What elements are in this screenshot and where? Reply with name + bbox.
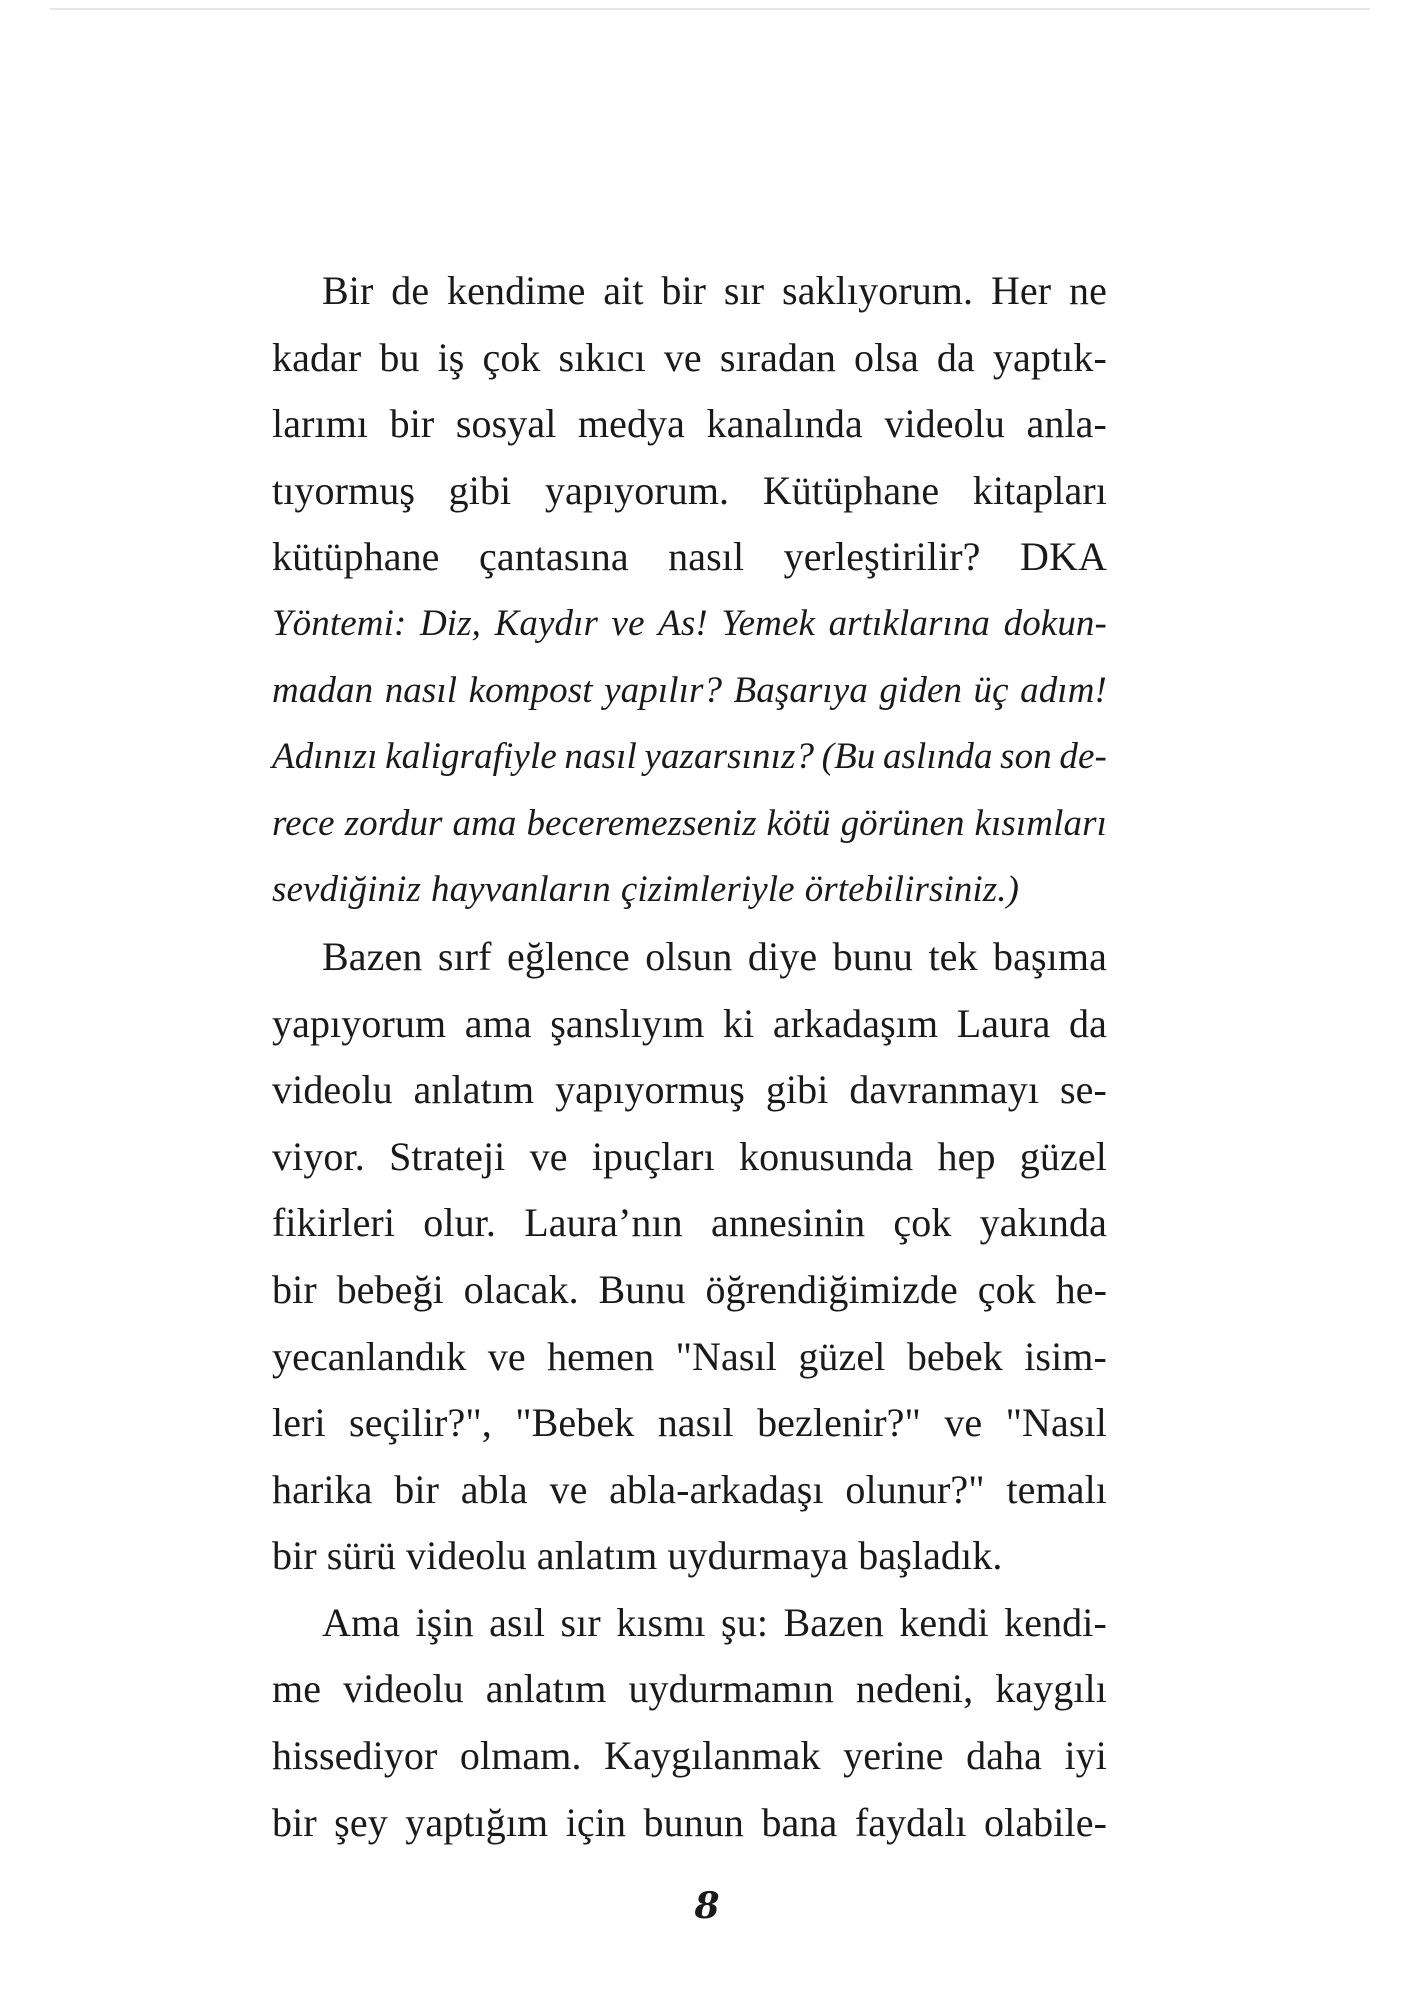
word: ve xyxy=(529,1133,568,1179)
word: viyor. xyxy=(272,1133,365,1179)
word: olunur?" xyxy=(845,1466,985,1512)
word: gibi xyxy=(448,467,512,513)
word: bunu xyxy=(832,933,914,979)
word: üç xyxy=(973,669,1009,711)
word: öğrendiğimizde xyxy=(705,1266,958,1312)
word: gibi xyxy=(765,1067,829,1113)
text-line xyxy=(272,1390,1107,1457)
word: şey xyxy=(334,1799,388,1845)
word: da xyxy=(936,334,975,380)
word: anlatım xyxy=(413,1067,535,1113)
word: aslında xyxy=(882,736,993,778)
word: yapılır? xyxy=(604,669,723,711)
word: anla- xyxy=(1026,401,1107,447)
word: görünen xyxy=(840,802,965,844)
word: başladık. xyxy=(858,1533,1003,1579)
word: yapıyorum. xyxy=(544,467,730,513)
word: hemen xyxy=(547,1333,655,1379)
word: Bir xyxy=(322,268,374,313)
word: nasıl xyxy=(668,534,745,580)
word: kompost xyxy=(468,669,593,711)
word: şanslıyım xyxy=(550,1000,705,1046)
word: bir xyxy=(272,1266,317,1312)
word: çantasına xyxy=(478,534,629,580)
word: kısmı xyxy=(616,1599,706,1645)
text-line xyxy=(272,458,1107,525)
word: asıl xyxy=(489,1599,546,1645)
word: DKA xyxy=(1019,534,1107,580)
word: bebek xyxy=(906,1333,1003,1379)
word: temalı xyxy=(1006,1466,1107,1512)
word: da xyxy=(1069,1000,1107,1046)
word: ipuçları xyxy=(591,1133,715,1179)
text-line xyxy=(272,1257,1107,1324)
word: daha xyxy=(966,1733,1043,1779)
word: kötü xyxy=(766,802,831,844)
page-number: 8 xyxy=(694,1885,720,1927)
word: yapıyorum xyxy=(272,1000,447,1046)
word: çizimleriyle xyxy=(620,869,795,911)
word: kendi- xyxy=(1004,1599,1107,1645)
text-line xyxy=(272,1790,1107,1857)
word: bebeği xyxy=(336,1266,444,1312)
word: de xyxy=(391,268,430,313)
word: çok xyxy=(893,1200,952,1246)
word: ki xyxy=(723,1000,755,1046)
word: Strateji xyxy=(389,1133,506,1179)
word: de- xyxy=(1059,736,1107,778)
word: nedeni, xyxy=(855,1666,974,1712)
word: leri xyxy=(272,1400,326,1446)
word: sıradan xyxy=(719,334,837,380)
text-line xyxy=(272,1590,1107,1657)
text-line xyxy=(272,1057,1107,1124)
word: nasıl xyxy=(657,1400,734,1446)
word: ve xyxy=(944,1400,983,1446)
word: iş xyxy=(437,334,465,380)
word: sürü xyxy=(326,1533,397,1579)
word: hep xyxy=(937,1133,996,1179)
text-line xyxy=(272,1124,1107,1191)
word: bir xyxy=(272,1799,317,1845)
word: kendi xyxy=(899,1599,989,1645)
word: hayvanların xyxy=(430,869,611,911)
word: yakında xyxy=(979,1200,1107,1246)
word: videolu xyxy=(406,1533,527,1579)
word: şu: xyxy=(721,1599,769,1645)
word: yazarsınız? xyxy=(644,736,815,778)
word: kaygılı xyxy=(995,1666,1107,1712)
word: "Nasıl xyxy=(1005,1400,1107,1446)
word: Yemek xyxy=(721,602,816,644)
word: artıklarına xyxy=(828,602,991,644)
text-line xyxy=(272,258,1107,325)
word: yerleştirilir? xyxy=(783,534,981,580)
word: nasıl xyxy=(564,736,637,778)
page-body-text xyxy=(272,258,1107,1856)
word: kendime xyxy=(447,268,586,313)
word: konusunda xyxy=(739,1133,914,1179)
text-line xyxy=(272,991,1107,1058)
word: medya xyxy=(577,401,686,447)
word: sır xyxy=(723,268,765,313)
word: Laura’nın xyxy=(524,1200,683,1246)
word: Kaygılanmak xyxy=(604,1733,821,1779)
word: bu xyxy=(379,334,420,380)
word: eğlence xyxy=(507,933,630,979)
word: olsa xyxy=(854,334,919,380)
word: videolu xyxy=(272,1067,393,1113)
word: Kaydır xyxy=(494,602,598,644)
word: seçilir?", xyxy=(349,1400,492,1446)
word: As! xyxy=(658,602,708,644)
text-line xyxy=(272,791,1107,858)
word: ama xyxy=(464,1000,532,1046)
word: Ama xyxy=(322,1599,401,1645)
word: son xyxy=(1000,736,1052,778)
word: iyi xyxy=(1064,1733,1107,1779)
word: bana xyxy=(761,1799,838,1845)
word: "Nasıl xyxy=(675,1333,777,1379)
word: kadar xyxy=(272,334,362,380)
word: saklıyorum. xyxy=(782,268,974,313)
word: olur. xyxy=(423,1200,496,1246)
word: uydurmamın xyxy=(628,1666,834,1712)
word: için xyxy=(565,1799,627,1845)
word: diye xyxy=(747,933,818,979)
word: bir xyxy=(661,268,707,313)
word: fikirleri xyxy=(272,1200,396,1246)
text-line xyxy=(272,524,1107,591)
word: videolu xyxy=(884,401,1006,447)
word: bunun xyxy=(643,1799,745,1845)
word: ve xyxy=(663,334,702,380)
word: Her xyxy=(990,268,1052,313)
word: Bunu xyxy=(598,1266,686,1312)
word: sosyal xyxy=(455,401,557,447)
word: kısımları xyxy=(974,802,1107,844)
word: Bazen xyxy=(783,1599,884,1645)
word: arkadaşım xyxy=(772,1000,939,1046)
word: "Bebek xyxy=(515,1400,635,1446)
word: anlatım xyxy=(536,1533,658,1579)
word: hissediyor xyxy=(272,1733,438,1779)
word: anlatım xyxy=(485,1666,607,1712)
word: örtebilirsiniz.) xyxy=(804,869,1020,911)
word: zordur xyxy=(344,802,443,844)
word: Laura xyxy=(956,1000,1051,1046)
text-line xyxy=(272,724,1107,791)
word: olacak. xyxy=(463,1266,579,1312)
word: Yöntemi: xyxy=(272,602,407,644)
word: ne xyxy=(1069,268,1107,313)
word: bir xyxy=(394,1466,439,1512)
word: başıma xyxy=(993,933,1107,979)
word: abla-arkadaşı xyxy=(609,1466,824,1512)
word: yecanlandık xyxy=(272,1333,467,1379)
word: ve xyxy=(487,1333,526,1379)
word: videolu xyxy=(343,1666,464,1712)
word: ama xyxy=(452,802,517,844)
word: bir xyxy=(389,401,435,447)
word: davranmayı xyxy=(849,1067,1040,1113)
word: kanalında xyxy=(706,401,863,447)
word: isim- xyxy=(1024,1333,1107,1379)
word: beceremezseniz xyxy=(526,802,757,844)
word: sırf xyxy=(437,933,492,979)
text-line xyxy=(272,391,1107,458)
word: ait xyxy=(603,268,644,313)
text-line xyxy=(272,1723,1107,1790)
word: olmam. xyxy=(459,1733,582,1779)
word: rece xyxy=(272,802,335,844)
word: yapıyormuş xyxy=(555,1067,745,1113)
word: yaptığım xyxy=(405,1799,549,1845)
word: Diz, xyxy=(419,602,482,644)
word: Bazen xyxy=(322,933,423,979)
word: ve xyxy=(611,602,645,644)
text-line xyxy=(272,658,1107,725)
word: işin xyxy=(415,1599,474,1645)
word: sır xyxy=(560,1599,601,1645)
word: tıyormuş xyxy=(272,467,416,513)
word: bezlenir?" xyxy=(757,1400,921,1446)
word: abla xyxy=(460,1466,528,1512)
text-line xyxy=(272,1656,1107,1723)
word: faydalı xyxy=(854,1799,967,1845)
word: tek xyxy=(928,933,978,979)
word: dokun- xyxy=(1003,602,1107,644)
word: ve xyxy=(549,1466,588,1512)
word: sıkıcı xyxy=(558,334,646,380)
text-line xyxy=(272,1457,1107,1524)
word: yaptık- xyxy=(992,334,1107,380)
word: (Bu xyxy=(821,736,876,778)
word: Başarıya xyxy=(733,669,868,711)
word: annesinin xyxy=(710,1200,866,1246)
word: harika xyxy=(272,1466,373,1512)
word: madan xyxy=(272,669,374,711)
word: güzel xyxy=(798,1333,886,1379)
word: he- xyxy=(1055,1266,1107,1312)
word: adım! xyxy=(1020,669,1107,711)
word: güzel xyxy=(1019,1133,1107,1179)
word: Kütüphane xyxy=(762,467,940,513)
word: bir xyxy=(272,1533,317,1579)
word: çok xyxy=(482,334,541,380)
word: me xyxy=(272,1666,322,1712)
text-line xyxy=(272,857,1107,924)
word: olsun xyxy=(645,933,733,979)
word: çok xyxy=(977,1266,1036,1312)
word: nasıl xyxy=(384,669,458,711)
word: kütüphane xyxy=(272,534,440,580)
text-line xyxy=(272,1324,1107,1391)
word: se- xyxy=(1059,1067,1107,1113)
word: larımı xyxy=(272,401,369,447)
text-line xyxy=(272,924,1107,991)
word: kaligrafiyle xyxy=(385,736,557,778)
text-line xyxy=(272,1523,1107,1590)
text-line xyxy=(272,1190,1107,1257)
word: olabile- xyxy=(984,1799,1107,1845)
word: uydurmaya xyxy=(667,1533,849,1579)
word: giden xyxy=(879,669,963,711)
text-line xyxy=(272,325,1107,392)
word: Adınızı xyxy=(272,736,378,778)
text-line xyxy=(272,591,1107,658)
word: kitapları xyxy=(972,467,1107,513)
word: sevdiğiniz xyxy=(272,869,421,911)
top-divider xyxy=(50,8,1370,10)
word: yerine xyxy=(843,1733,944,1779)
